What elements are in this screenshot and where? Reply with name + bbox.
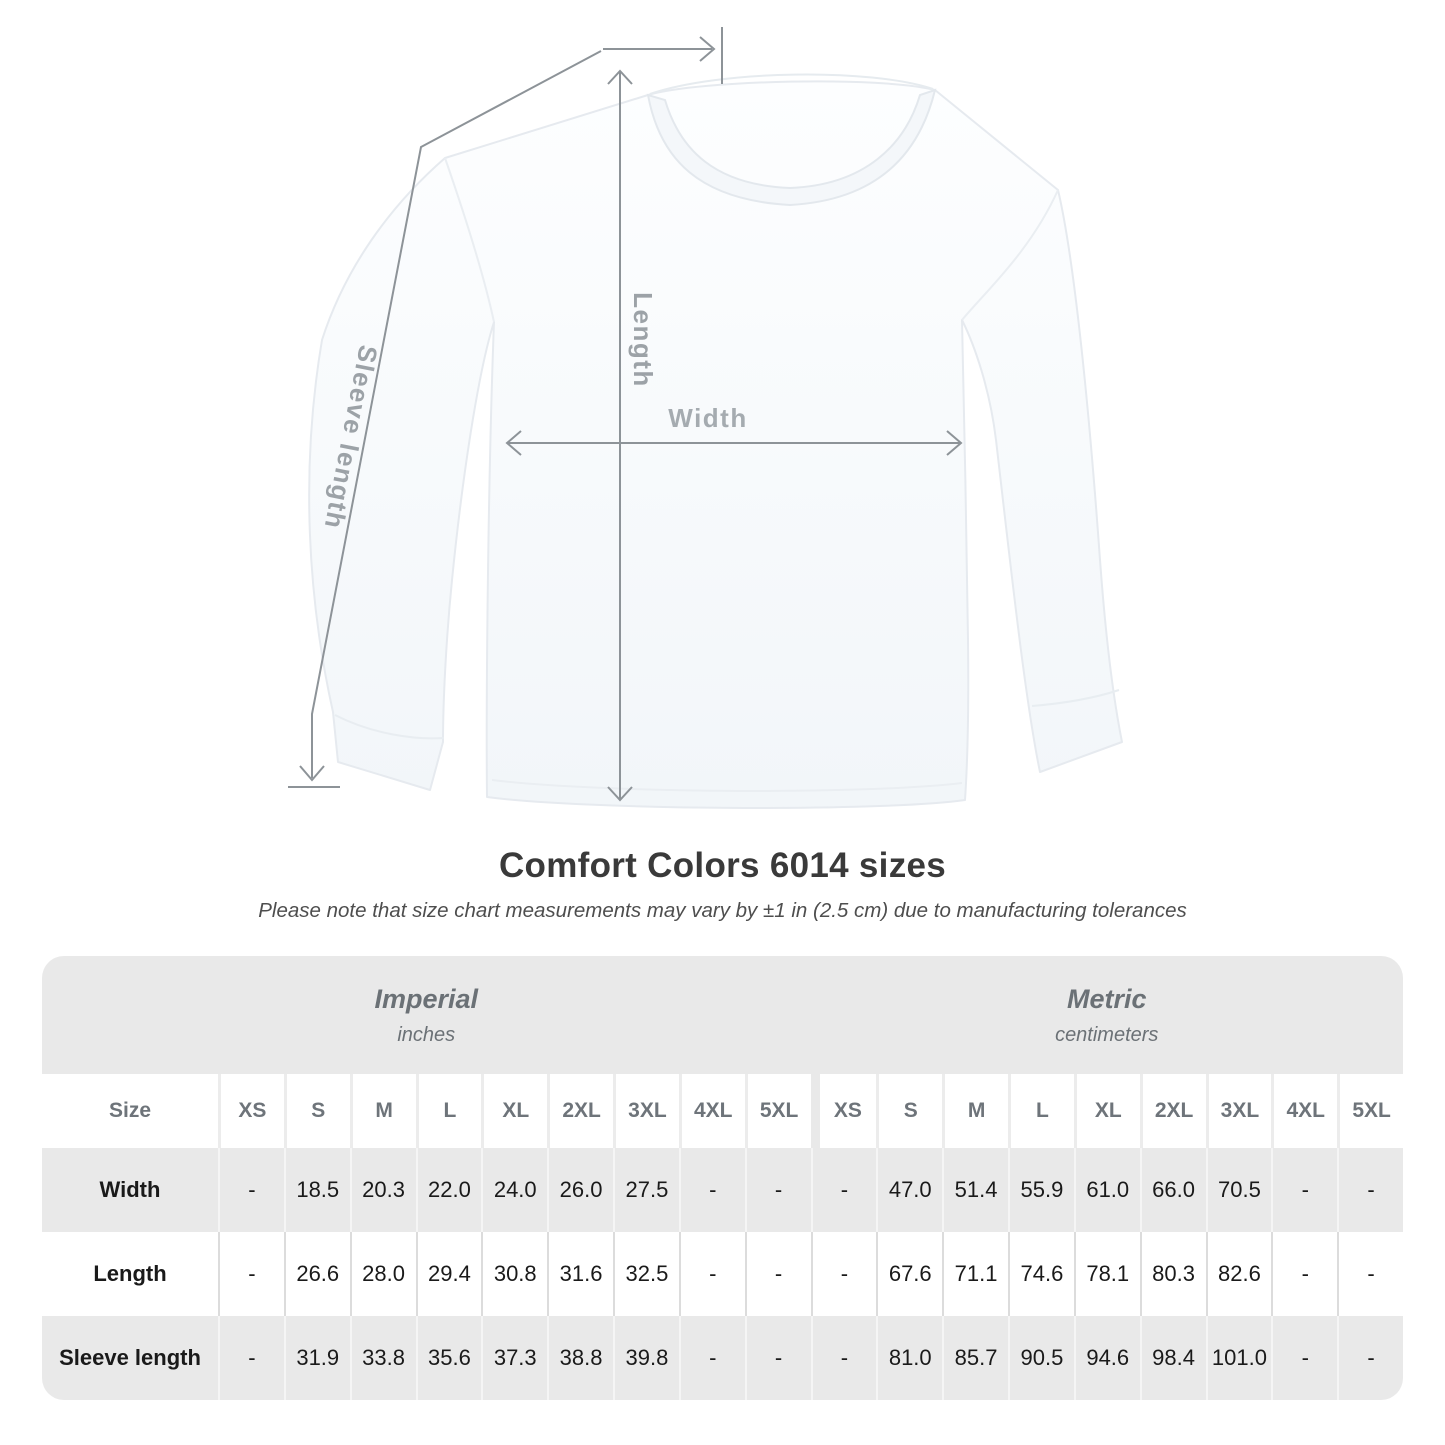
metric-group-unit: centimeters xyxy=(1055,1023,1159,1046)
value-cell: - xyxy=(679,1148,745,1232)
value-cell: 85.7 xyxy=(942,1316,1008,1400)
value-cell: 80.3 xyxy=(1140,1232,1206,1316)
value-cell: - xyxy=(745,1148,811,1232)
value-cell: - xyxy=(811,1232,877,1316)
header-cell: S xyxy=(284,1074,350,1148)
value-cell: 82.6 xyxy=(1206,1232,1272,1316)
value-cell: 61.0 xyxy=(1074,1148,1140,1232)
value-cell: - xyxy=(811,1148,877,1232)
metric-group-header xyxy=(811,956,1404,1074)
value-cell: - xyxy=(679,1316,745,1400)
header-cell: S xyxy=(876,1074,942,1148)
value-cell: 78.1 xyxy=(1074,1232,1140,1316)
size-header-row xyxy=(42,1074,1403,1148)
value-cell: 24.0 xyxy=(481,1148,547,1232)
table-row-width xyxy=(42,1148,1403,1232)
value-cell: 38.8 xyxy=(547,1316,613,1400)
value-cell: 31.6 xyxy=(547,1232,613,1316)
value-cell: 27.5 xyxy=(613,1148,679,1232)
tolerance-note: Please note that size chart measurements may vary by ±1 in (2.5 cm) due to manufacturing tolerances xyxy=(258,899,1187,922)
value-cell: - xyxy=(679,1232,745,1316)
page-title: Comfort Colors 6014 sizes xyxy=(498,846,947,885)
value-cell: - xyxy=(1271,1232,1337,1316)
row-label: Width xyxy=(99,1177,161,1202)
length-label: Length xyxy=(628,292,659,388)
header-cell: M xyxy=(350,1074,416,1148)
value-cell: 33.8 xyxy=(350,1316,416,1400)
value-cell: 30.8 xyxy=(481,1232,547,1316)
value-cell: 94.6 xyxy=(1074,1316,1140,1400)
header-cell: XS xyxy=(218,1074,284,1148)
value-cell: 18.5 xyxy=(284,1148,350,1232)
value-cell: 70.5 xyxy=(1206,1148,1272,1232)
value-cell: 20.3 xyxy=(350,1148,416,1232)
metric-group-name: Metric xyxy=(1066,983,1147,1014)
value-cell: 32.5 xyxy=(613,1232,679,1316)
value-cell: 81.0 xyxy=(876,1316,942,1400)
value-cell: 67.6 xyxy=(876,1232,942,1316)
value-cell: 37.3 xyxy=(481,1316,547,1400)
value-cell: 26.6 xyxy=(284,1232,350,1316)
header-cell: 4XL xyxy=(1271,1074,1337,1148)
unit-group-row xyxy=(42,956,1403,1074)
header-cell: L xyxy=(1008,1074,1074,1148)
value-cell: - xyxy=(218,1316,284,1400)
value-cell: 26.0 xyxy=(547,1148,613,1232)
imperial-group-unit: inches xyxy=(397,1023,456,1046)
value-cell: 35.6 xyxy=(416,1316,482,1400)
value-cell: 71.1 xyxy=(942,1232,1008,1316)
value-cell: 55.9 xyxy=(1008,1148,1074,1232)
header-cell: 2XL xyxy=(547,1074,613,1148)
header-cell: 5XL xyxy=(1337,1074,1403,1148)
value-cell: - xyxy=(1337,1316,1403,1400)
value-cell: 47.0 xyxy=(876,1148,942,1232)
value-cell: 22.0 xyxy=(416,1148,482,1232)
value-cell: - xyxy=(218,1232,284,1316)
value-cell: 39.8 xyxy=(613,1316,679,1400)
size-table xyxy=(42,956,1403,1400)
table-row-length xyxy=(42,1232,1403,1316)
size-header-cell: Size xyxy=(108,1099,152,1122)
header-cell: M xyxy=(942,1074,1008,1148)
header-cell: 4XL xyxy=(679,1074,745,1148)
header-cell: XL xyxy=(1074,1074,1140,1148)
imperial-group-header xyxy=(42,956,811,1074)
header-cell: XL xyxy=(481,1074,547,1148)
value-cell: 101.0 xyxy=(1206,1316,1272,1400)
value-cell: - xyxy=(745,1316,811,1400)
value-cell: 29.4 xyxy=(416,1232,482,1316)
header-cell: L xyxy=(416,1074,482,1148)
header-cell: 5XL xyxy=(745,1074,811,1148)
header-cell: 3XL xyxy=(1206,1074,1272,1148)
value-cell: 90.5 xyxy=(1008,1316,1074,1400)
header-cell: 3XL xyxy=(613,1074,679,1148)
value-cell: - xyxy=(745,1232,811,1316)
heading xyxy=(0,846,1445,923)
row-label: Sleeve length xyxy=(59,1345,201,1370)
value-cell: 66.0 xyxy=(1140,1148,1206,1232)
sleeve-length-label: Sleeve length xyxy=(318,342,384,533)
value-cell: - xyxy=(1337,1232,1403,1316)
table-row-sleeve-length xyxy=(42,1316,1403,1400)
value-cell: - xyxy=(1271,1148,1337,1232)
header-cell: XS xyxy=(811,1074,877,1148)
value-cell: - xyxy=(218,1148,284,1232)
row-label: Length xyxy=(93,1261,167,1286)
value-cell: 98.4 xyxy=(1140,1316,1206,1400)
value-cell: - xyxy=(811,1316,877,1400)
header-cell: 2XL xyxy=(1140,1074,1206,1148)
value-cell: 31.9 xyxy=(284,1316,350,1400)
value-cell: - xyxy=(1337,1148,1403,1232)
value-cell: 28.0 xyxy=(350,1232,416,1316)
value-cell: 51.4 xyxy=(942,1148,1008,1232)
value-cell: 74.6 xyxy=(1008,1232,1074,1316)
value-cell: - xyxy=(1271,1316,1337,1400)
imperial-group-name: Imperial xyxy=(374,983,479,1014)
width-label: Width xyxy=(668,403,748,433)
shirt-illustration xyxy=(309,75,1122,808)
